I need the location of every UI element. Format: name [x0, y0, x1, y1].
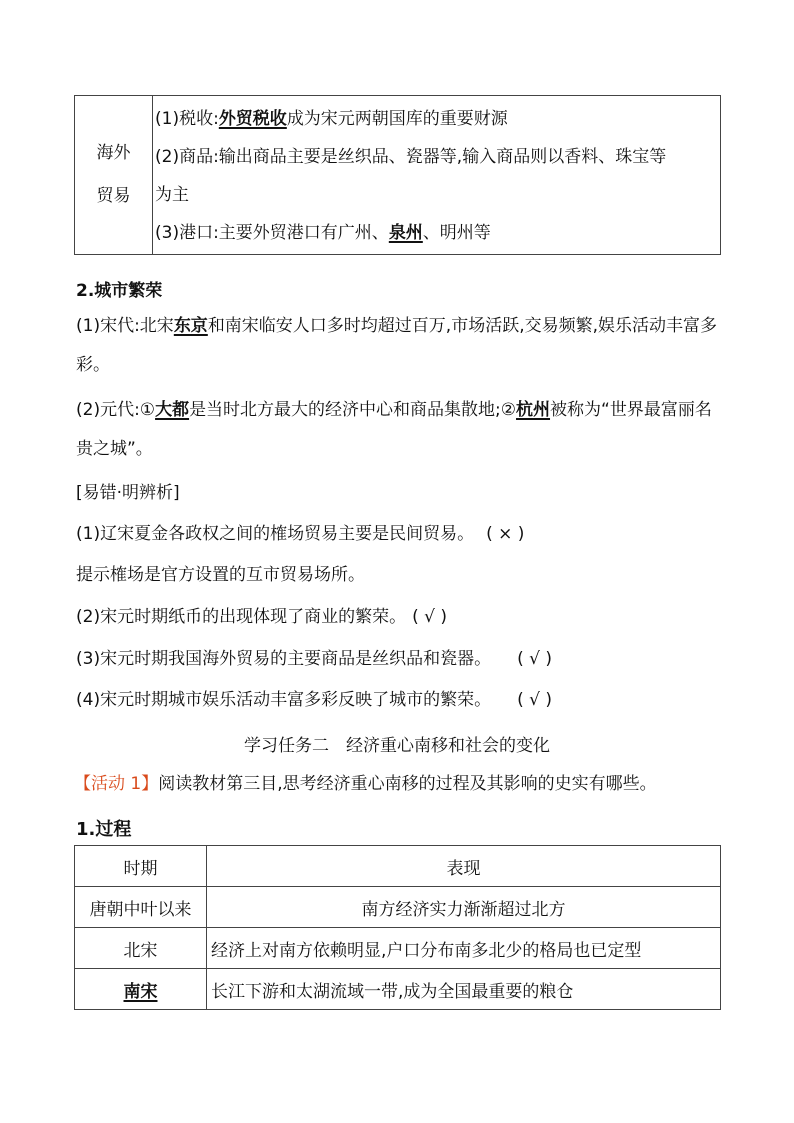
song-keyword: 东京 — [173, 316, 208, 336]
row-period: 北宋 — [75, 928, 207, 969]
q2-answer: ( √ ) — [412, 607, 447, 627]
yuan-keyword-dadu: 大都 — [155, 400, 190, 420]
city-song-paragraph — [76, 307, 722, 385]
table-row — [75, 969, 721, 1010]
table-row — [75, 887, 721, 928]
q1-text: (1)辽宋夏金各政权之间的榷场贸易主要是民间贸易。 — [76, 524, 475, 544]
trade-label-line1: 海外 — [96, 143, 131, 163]
ports-prefix: (3)港口:主要外贸港口有广州、 — [155, 223, 389, 243]
trade-item-goods-line2: 为主 — [155, 185, 189, 205]
tax-prefix: (1)税收: — [155, 109, 219, 129]
trade-label-cell — [75, 96, 153, 255]
song-prefix: (1)宋代:北宋 — [76, 316, 174, 336]
judgement-hint1: 提示榷场是官方设置的互市贸易场所。 — [76, 565, 365, 585]
trade-item-goods-line1: (2)商品:输出商品主要是丝织品、瓷器等,输入商品则以香料、珠宝等 — [155, 147, 667, 167]
activity-text: 阅读教材第三目,思考经济重心南移的过程及其影响的史实有哪些。 — [158, 774, 657, 794]
trade-item-tax — [155, 100, 716, 138]
yuan-keyword-hangzhou: 杭州 — [516, 400, 551, 420]
ports-suffix: 、明州等 — [422, 223, 491, 243]
row-performance: 南方经济实力渐渐超过北方 — [207, 887, 721, 928]
judgement-q2 — [76, 598, 722, 637]
activity-tag: 【活动 1】 — [74, 774, 159, 794]
judgement-q4 — [76, 681, 722, 720]
header-period: 时期 — [75, 846, 207, 887]
judgement-q3 — [76, 640, 722, 679]
judgement-q1 — [76, 515, 722, 554]
ports-keyword: 泉州 — [388, 223, 423, 243]
task2-title: 学习任务二 经济重心南移和社会的变化 — [244, 736, 550, 756]
trade-label-line2: 贸易 — [96, 186, 131, 206]
row-period: 南宋 — [75, 969, 207, 1010]
tax-keyword: 外贸税收 — [218, 109, 287, 129]
overseas-trade-table — [74, 95, 721, 255]
yuan-mid: 是当时北方最大的经济中心和商品集散地;② — [189, 400, 517, 420]
q1-answer: ( × ) — [486, 524, 525, 544]
judgement-heading: [易错·明辨析] — [76, 483, 180, 503]
row-performance: 长江下游和太湖流域一带,成为全国最重要的粮仓 — [207, 969, 721, 1010]
header-performance: 表现 — [207, 846, 721, 887]
activity-1-paragraph — [74, 765, 724, 804]
process-heading: 1.过程 — [76, 819, 132, 840]
row-period: 唐朝中叶以来 — [75, 887, 207, 928]
q4-answer: ( √ ) — [517, 690, 552, 710]
city-yuan-paragraph — [76, 391, 722, 469]
yuan-prefix: (2)元代:① — [76, 400, 156, 420]
table-header-row — [75, 846, 721, 887]
q3-text: (3)宋元时期我国海外贸易的主要商品是丝织品和瓷器。 — [76, 649, 492, 669]
row-performance: 经济上对南方依赖明显,户口分布南多北少的格局也已定型 — [207, 928, 721, 969]
table-row — [75, 928, 721, 969]
trade-item-ports — [155, 214, 716, 252]
section-heading-city: 2.城市繁荣 — [76, 281, 163, 301]
trade-content-cell — [153, 96, 721, 255]
southward-shift-table — [74, 845, 721, 1010]
q4-text: (4)宋元时期城市娱乐活动丰富多彩反映了城市的繁荣。 — [76, 690, 492, 710]
yuan-suffix: 被称为“世界最富丽名贵之城”。 — [76, 400, 712, 459]
tax-suffix: 成为宋元两朝国库的重要财源 — [286, 109, 508, 129]
q2-text: (2)宋元时期纸币的出现体现了商业的繁荣。 — [76, 607, 407, 627]
song-suffix: 和南宋临安人口多时均超过百万,市场活跃,交易频繁,娱乐活动丰富多彩。 — [76, 316, 718, 375]
q3-answer: ( √ ) — [517, 649, 552, 669]
